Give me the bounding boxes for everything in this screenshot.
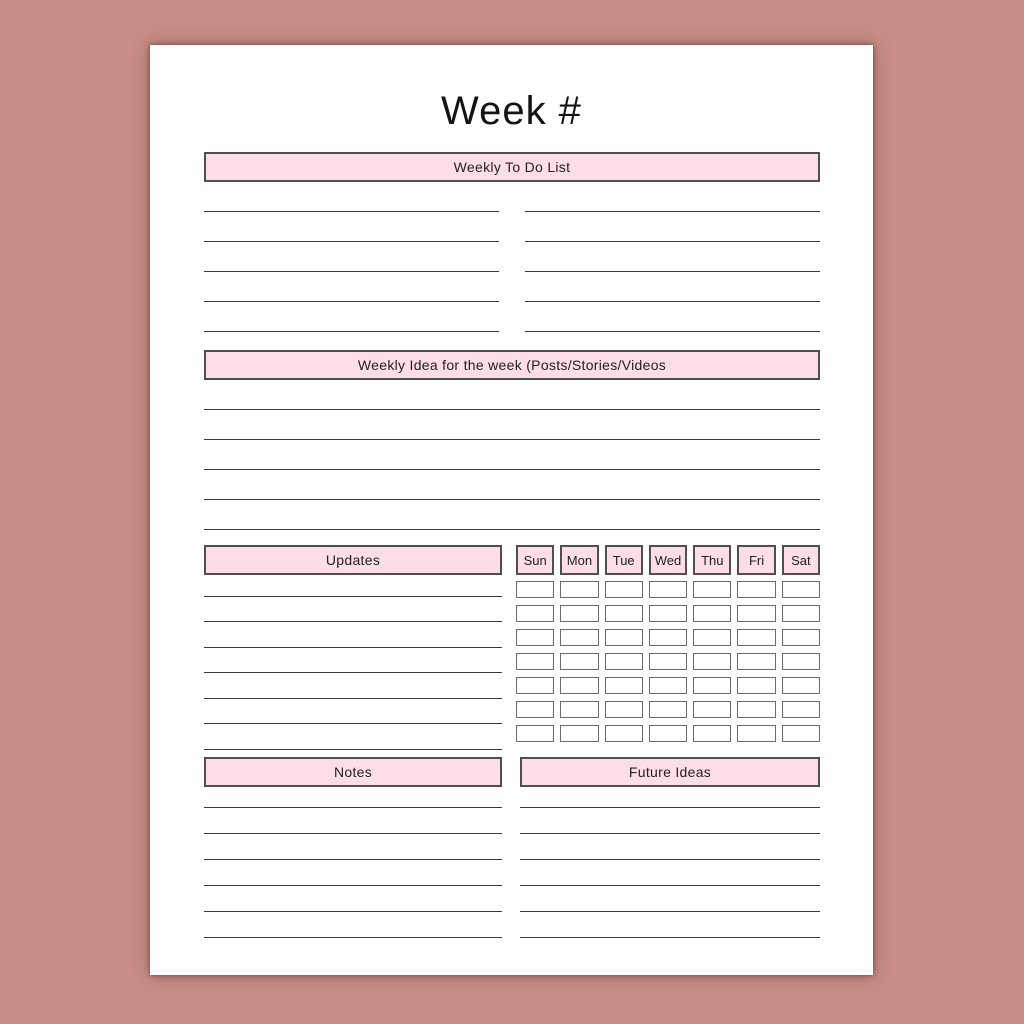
ruled-line bbox=[520, 782, 820, 808]
notes-section-title: Notes bbox=[333, 764, 373, 780]
ruled-line bbox=[204, 648, 502, 674]
day-checkbox bbox=[782, 677, 820, 694]
day-checkbox bbox=[782, 605, 820, 622]
ruled-line bbox=[204, 500, 820, 530]
ruled-line bbox=[204, 782, 502, 808]
todo-lines-right-column bbox=[525, 182, 820, 332]
ruled-line bbox=[204, 440, 820, 470]
day-checkbox bbox=[560, 725, 598, 742]
ruled-line bbox=[525, 212, 820, 242]
idea-lines-area bbox=[204, 380, 820, 530]
ruled-line bbox=[204, 380, 820, 410]
ruled-line bbox=[204, 860, 502, 886]
todo-section-header bbox=[204, 152, 820, 182]
day-checkbox bbox=[560, 581, 598, 598]
ruled-line bbox=[204, 182, 499, 212]
ruled-line bbox=[525, 182, 820, 212]
daily-checkbox-grid bbox=[516, 581, 820, 742]
day-checkbox bbox=[693, 701, 731, 718]
day-checkbox bbox=[737, 581, 775, 598]
ruled-line bbox=[520, 834, 820, 860]
day-header-fri: Fri bbox=[737, 545, 775, 575]
day-checkbox bbox=[560, 653, 598, 670]
ruled-line bbox=[204, 834, 502, 860]
ruled-line bbox=[204, 272, 499, 302]
ruled-line bbox=[204, 597, 502, 623]
day-checkbox bbox=[605, 605, 643, 622]
day-header-mon: Mon bbox=[560, 545, 598, 575]
day-checkbox bbox=[560, 677, 598, 694]
day-checkbox bbox=[649, 725, 687, 742]
day-header-sat: Sat bbox=[782, 545, 820, 575]
day-header-thu: Thu bbox=[693, 545, 731, 575]
day-checkbox bbox=[605, 677, 643, 694]
ruled-line bbox=[525, 242, 820, 272]
ruled-line bbox=[204, 410, 820, 440]
ruled-line bbox=[204, 912, 502, 938]
ruled-line bbox=[525, 272, 820, 302]
day-checkbox bbox=[516, 725, 554, 742]
ruled-line bbox=[520, 886, 820, 912]
planner-page bbox=[150, 45, 873, 975]
updates-lines-area bbox=[204, 571, 502, 750]
day-checkbox bbox=[782, 581, 820, 598]
day-checkbox bbox=[782, 701, 820, 718]
day-checkbox bbox=[737, 677, 775, 694]
day-checkbox bbox=[693, 629, 731, 646]
day-checkbox bbox=[560, 605, 598, 622]
day-checkbox bbox=[560, 701, 598, 718]
day-header-sun: Sun bbox=[516, 545, 554, 575]
day-checkbox bbox=[605, 581, 643, 598]
ruled-line bbox=[204, 724, 502, 750]
day-checkbox bbox=[605, 701, 643, 718]
day-checkbox bbox=[737, 653, 775, 670]
day-checkbox bbox=[782, 653, 820, 670]
day-checkbox bbox=[649, 605, 687, 622]
ruled-line bbox=[204, 622, 502, 648]
day-checkbox bbox=[649, 701, 687, 718]
idea-section-title: Weekly Idea for the week (Posts/Stories/Videos bbox=[357, 357, 667, 373]
day-checkbox bbox=[560, 629, 598, 646]
ruled-line bbox=[204, 699, 502, 725]
ruled-line bbox=[204, 808, 502, 834]
day-checkbox bbox=[605, 725, 643, 742]
day-checkbox bbox=[649, 677, 687, 694]
day-checkbox bbox=[605, 629, 643, 646]
todo-lines-left-column bbox=[204, 182, 499, 332]
ruled-line bbox=[204, 571, 502, 597]
day-header-row bbox=[516, 545, 820, 575]
day-checkbox bbox=[516, 629, 554, 646]
notes-lines-area bbox=[204, 782, 502, 938]
day-checkbox bbox=[516, 701, 554, 718]
ruled-line bbox=[520, 912, 820, 938]
ruled-line bbox=[520, 808, 820, 834]
day-checkbox bbox=[737, 725, 775, 742]
day-checkbox bbox=[649, 629, 687, 646]
ruled-line bbox=[204, 470, 820, 500]
day-checkbox bbox=[516, 653, 554, 670]
day-checkbox bbox=[693, 725, 731, 742]
todo-section-title: Weekly To Do List bbox=[453, 159, 571, 175]
day-checkbox bbox=[516, 605, 554, 622]
idea-section-header bbox=[204, 350, 820, 380]
day-header-wed: Wed bbox=[649, 545, 687, 575]
day-checkbox bbox=[693, 653, 731, 670]
day-checkbox bbox=[693, 581, 731, 598]
day-checkbox bbox=[782, 629, 820, 646]
day-checkbox bbox=[737, 701, 775, 718]
updates-section-title: Updates bbox=[325, 552, 381, 568]
ruled-line bbox=[204, 886, 502, 912]
future-ideas-section-title: Future Ideas bbox=[628, 764, 712, 780]
day-checkbox bbox=[516, 581, 554, 598]
ruled-line bbox=[204, 302, 499, 332]
day-header-tue: Tue bbox=[605, 545, 643, 575]
ruled-line bbox=[520, 860, 820, 886]
day-checkbox bbox=[516, 677, 554, 694]
day-checkbox bbox=[737, 605, 775, 622]
ruled-line bbox=[204, 242, 499, 272]
todo-lines-area bbox=[204, 182, 820, 332]
day-checkbox bbox=[649, 653, 687, 670]
page-title: Week # bbox=[441, 89, 582, 133]
day-checkbox bbox=[782, 725, 820, 742]
day-checkbox bbox=[737, 629, 775, 646]
future-ideas-lines-area bbox=[520, 782, 820, 938]
day-checkbox bbox=[605, 653, 643, 670]
day-checkbox bbox=[693, 605, 731, 622]
ruled-line bbox=[204, 673, 502, 699]
ruled-line bbox=[525, 302, 820, 332]
day-checkbox bbox=[649, 581, 687, 598]
ruled-line bbox=[204, 212, 499, 242]
day-checkbox bbox=[693, 677, 731, 694]
